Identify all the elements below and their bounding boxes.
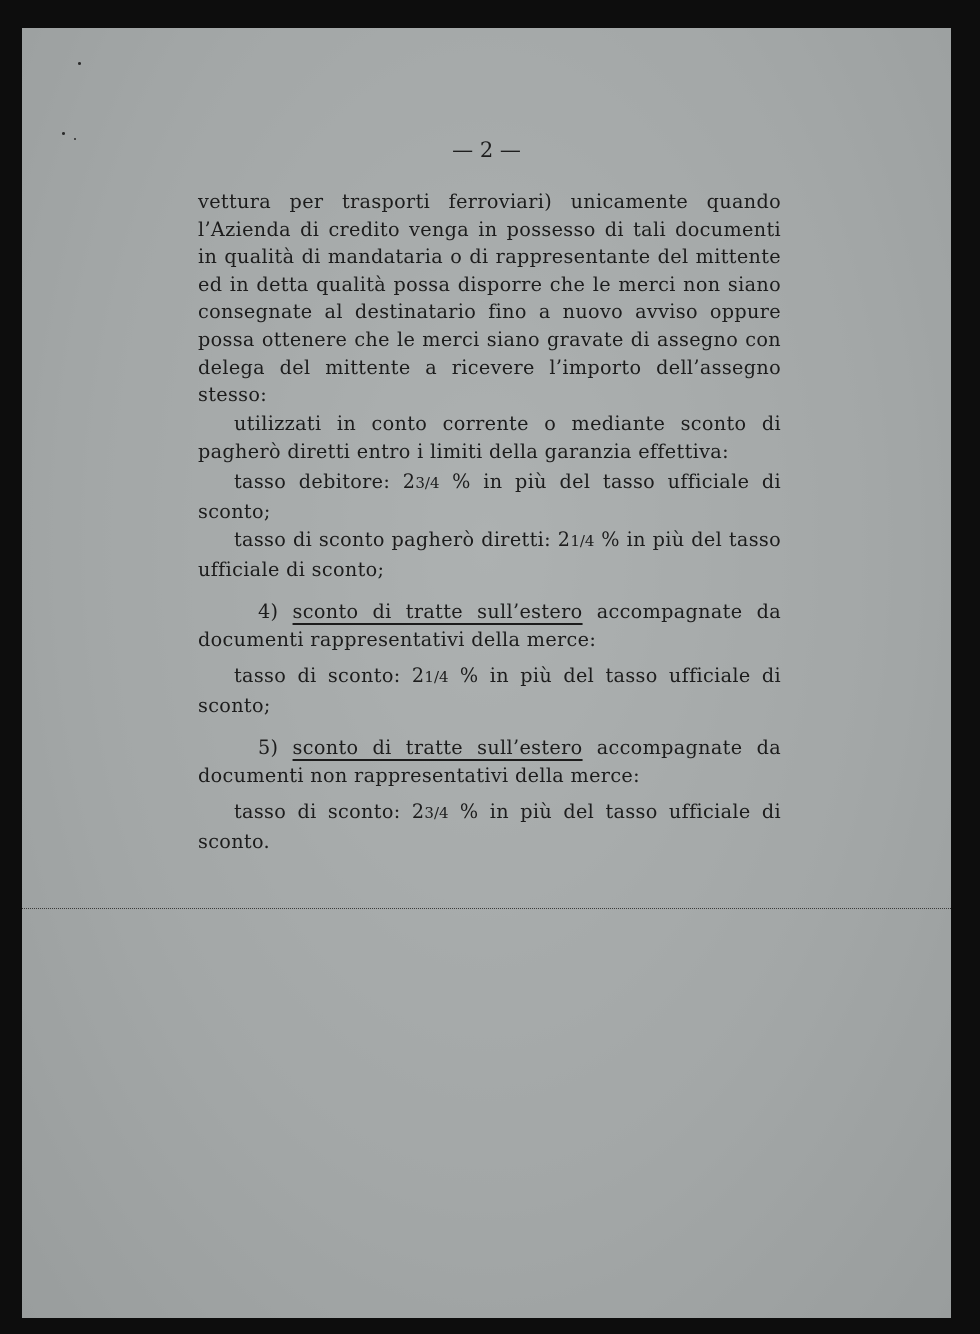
- body-text: [198, 662, 781, 719]
- paper-speck: [78, 62, 81, 65]
- paragraph-tasso-debitore: [198, 468, 781, 525]
- rate-text: % in più del tasso ufficiale di sconto;: [198, 470, 782, 523]
- item-number: 5): [258, 736, 279, 759]
- dotted-separator: [22, 908, 951, 909]
- underlined-heading: sconto di tratte sull’estero: [292, 736, 583, 759]
- item-text: accompagnate da documenti non rappresentativi della merce:: [198, 736, 781, 787]
- item-number: 4): [258, 600, 279, 623]
- body-text: [198, 598, 781, 653]
- rate-text: % in più del tasso ufficiale di sconto.: [198, 800, 781, 853]
- body-text: [198, 410, 781, 465]
- rate-text: % in più del tasso ufficiale di sconto;: [198, 664, 781, 717]
- paragraph-tasso-pagherò: [198, 526, 781, 583]
- fraction: 3/4: [424, 804, 449, 822]
- body-text: [198, 188, 781, 409]
- rate-text: tasso di sconto pagherò diretti: 2: [234, 528, 571, 551]
- paragraph-item-4: [198, 598, 781, 653]
- fraction: 1/4: [424, 668, 449, 686]
- fraction: 3/4: [415, 474, 440, 492]
- paragraph-item-5-rate: [198, 798, 781, 855]
- rate-text: tasso di sconto: 2: [234, 800, 425, 823]
- page-number: — 2 —: [452, 138, 521, 162]
- body-text: [198, 734, 781, 789]
- body-text: [198, 526, 781, 583]
- underlined-heading: sconto di tratte sull’estero: [292, 600, 583, 623]
- body-text: [198, 468, 781, 525]
- paragraph-item-4-rate: [198, 662, 781, 719]
- rate-text: % in più del tasso ufficiale di sconto;: [198, 528, 781, 581]
- document-page: [22, 28, 951, 1318]
- item-text: accompagnate da documenti rappresentativi della merce:: [198, 600, 781, 651]
- rate-text: tasso di sconto: 2: [234, 664, 425, 687]
- body-text: [198, 798, 781, 855]
- fraction: 1/4: [570, 532, 595, 550]
- paragraph-intro: vettura per trasporti ferroviari) unicamente quando l’Azienda di credito venga in possesso di tali documenti in qualità di mandataria o di rappresentante del mittente ed in detta qualità possa disporre che le merci non siano consegnate al destinatario fino a nuovo avviso oppure possa ottenere che le merci siano gravate di assegno con delega del mittente a ricevere l’importo dell’assegno stesso:: [198, 190, 781, 407]
- paper-speck: [62, 132, 65, 135]
- paragraph-utilizzati: utilizzati in conto corrente o mediante sconto di pagherò diretti entro i limiti della garanzia effettiva:: [198, 412, 781, 463]
- rate-text: tasso debitore: 2: [234, 470, 416, 493]
- paragraph-item-5: [198, 734, 781, 789]
